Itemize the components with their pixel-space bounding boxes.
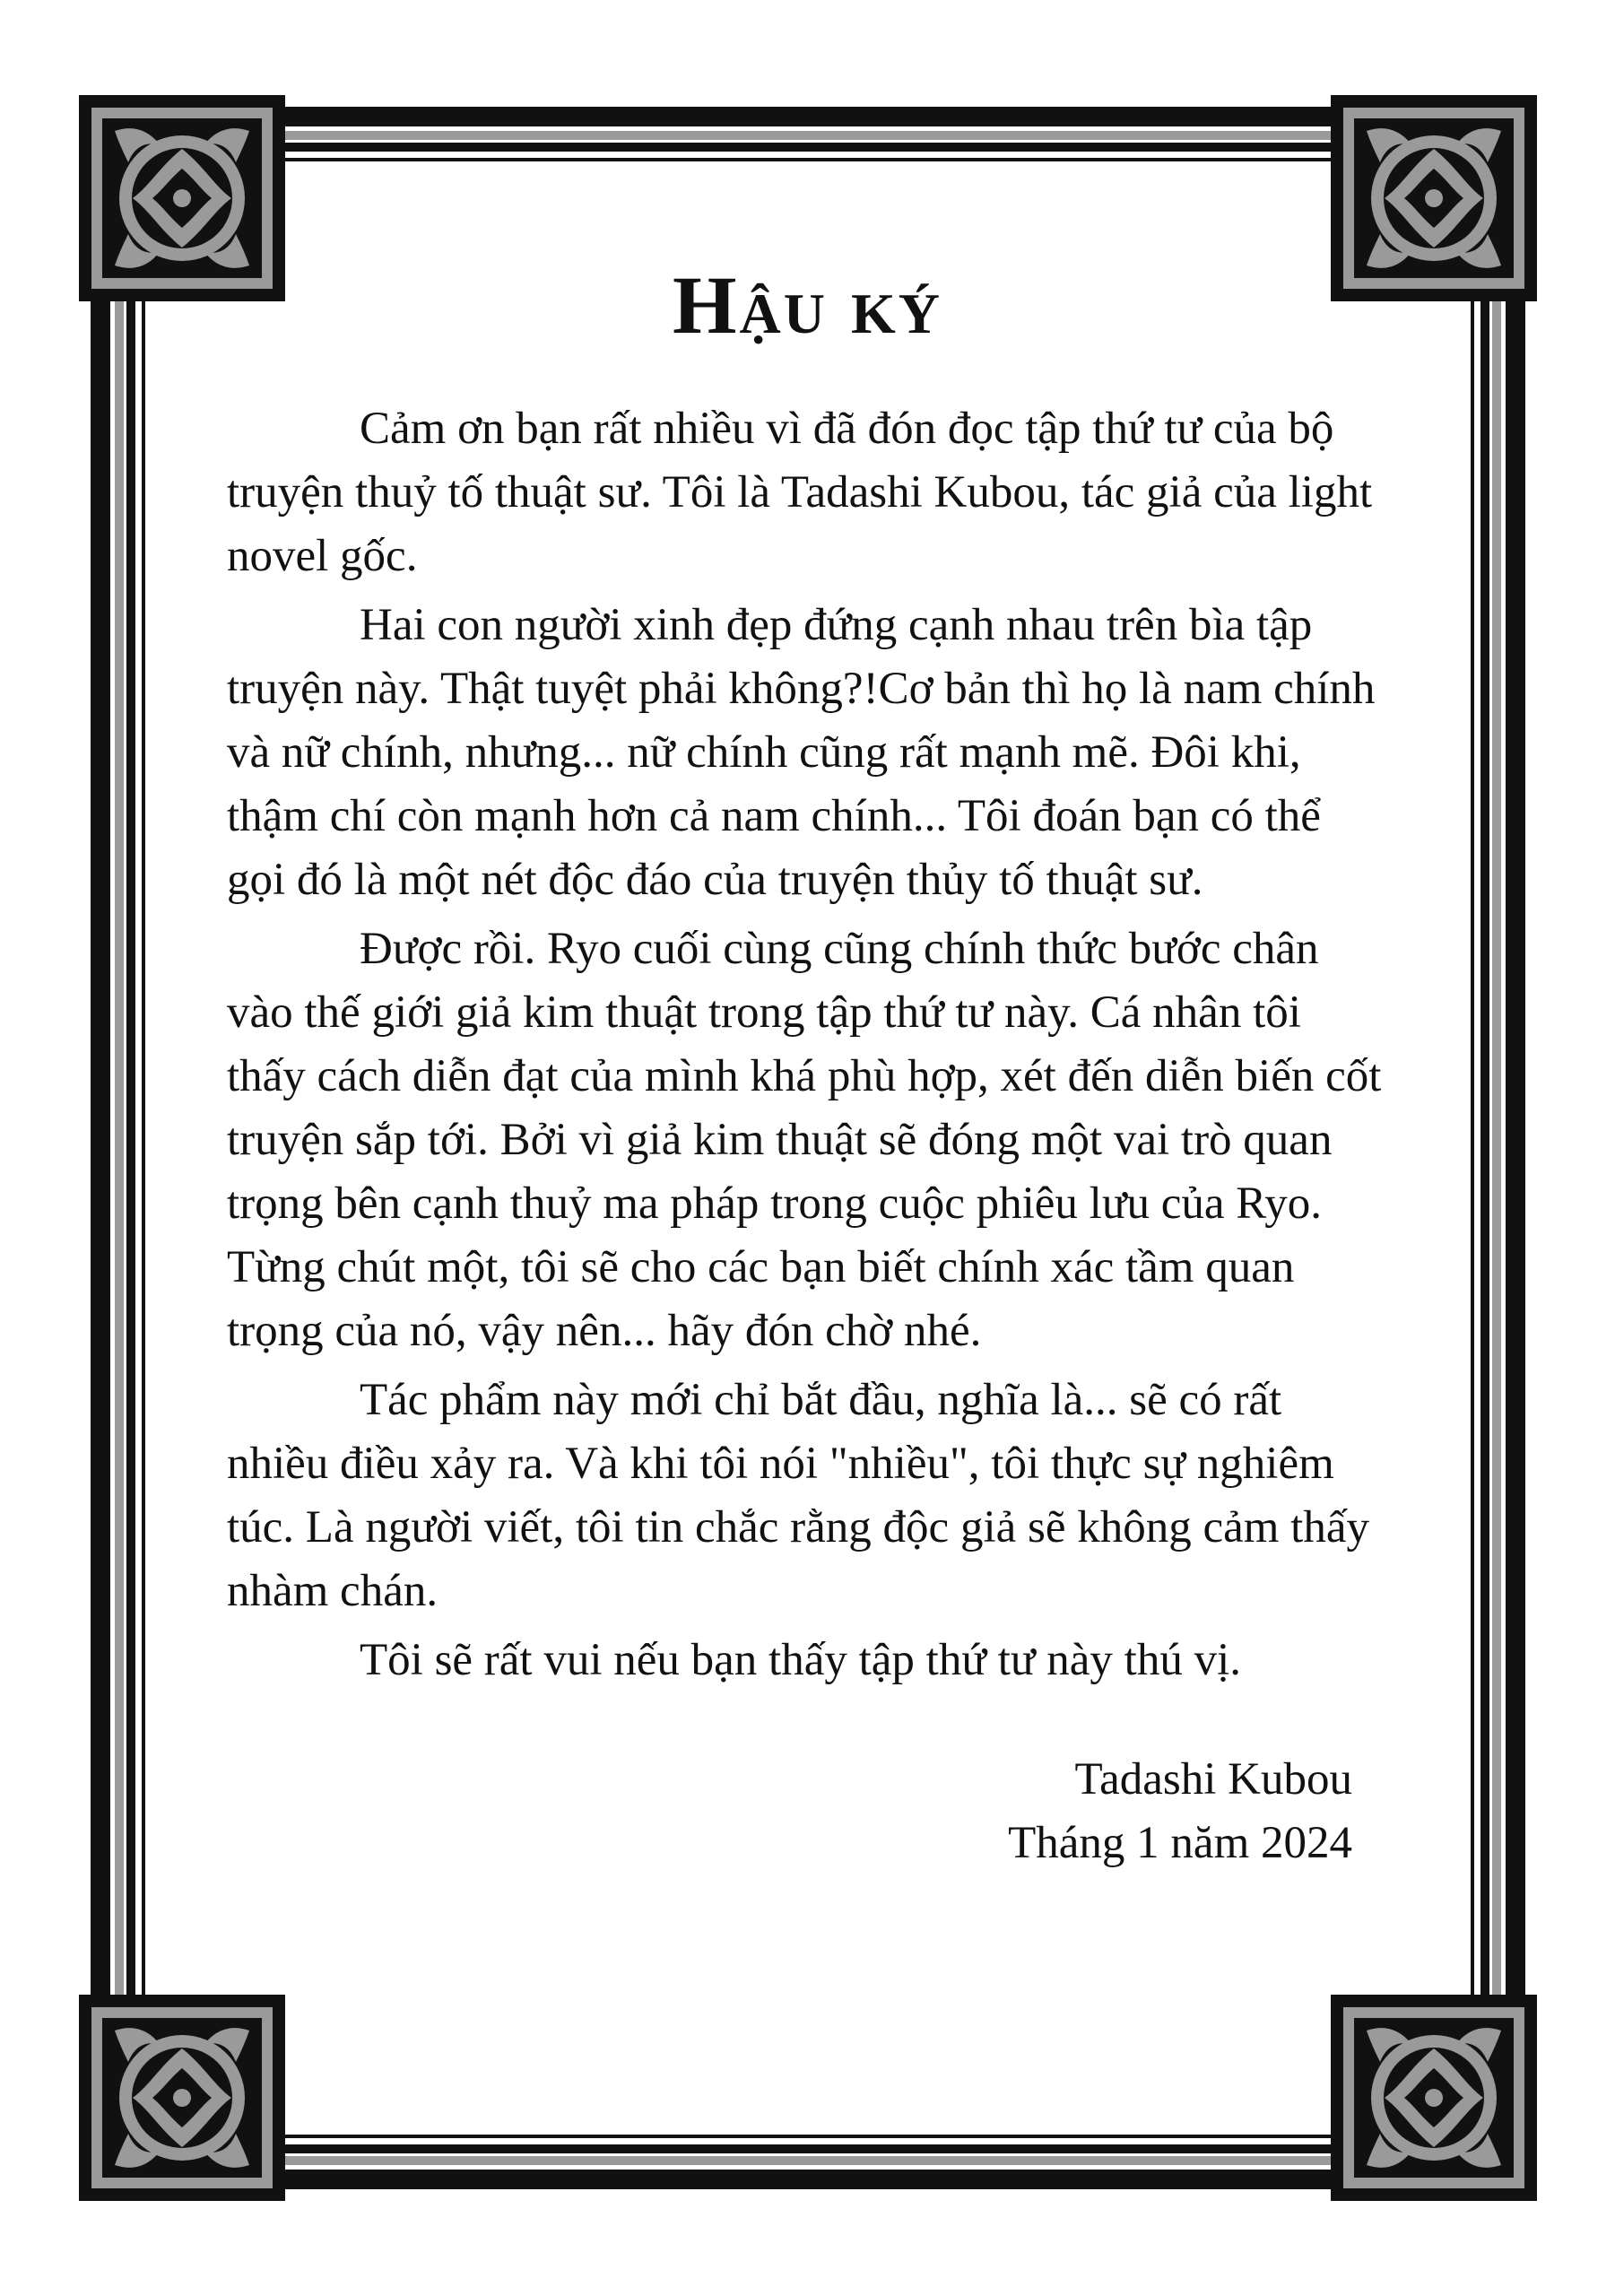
paragraph-5: Tôi sẽ rất vui nếu bạn thấy tập thứ tư này thú vị. (360, 1635, 1241, 1686)
paragraph-1: Cảm ơn bạn rất nhiều vì đã đón đọc tập thứ tư của bộ truyện thuỷ tố thuật sư. Tôi là Tadashi Kubou, tác giả của light novel gốc. (227, 404, 1373, 582)
afterword-content (227, 260, 1388, 1875)
paragraph-2: Hai con người xinh đẹp đứng cạnh nhau trên bìa tập truyện này. Thật tuyệt phải không?!Cơ bản thì họ là nam chính và nữ chính, nhưng... nữ chính cũng rất mạnh mẽ. Đôi khi, thậm chí còn mạnh hơn cả nam chính... Tôi đoán bạn có thể gọi đó là một nét độc đáo của truyện thủy tố thuật sư. (227, 600, 1376, 906)
paragraph-3: Được rồi. Ryo cuối cùng cũng chính thức bước chân vào thế giới giả kim thuật trong tập thứ tư này. Cá nhân tôi thấy cách diễn đạt của mình khá phù hợp, xét đến diễn biến cốt truyện sắp tới. Bởi vì giả kim thuật sẽ đóng một vai trò quan trọng bên cạnh thuỷ ma pháp trong cuộc phiêu lưu của Ryo. Từng chút một, tôi sẽ cho các bạn biết chính xác tầm quan trọng của nó, vậy nên... hãy đón chờ nhé. (227, 924, 1382, 1357)
paragraph-4: Tác phẩm này mới chỉ bắt đầu, nghĩa là... sẽ có rất nhiều điều xảy ra. Và khi tôi nói "nhiều", tôi thực sự nghiêm túc. Là người viết, tôi tin chắc rằng độc giả sẽ không cảm thấy nhàm chán. (227, 1375, 1369, 1617)
signature-date: Tháng 1 năm 2024 (1008, 1818, 1352, 1869)
signature-block (227, 1748, 1388, 1875)
signature-author: Tadashi Kubou (1074, 1754, 1352, 1805)
page-title: Hậu ký (673, 259, 942, 351)
